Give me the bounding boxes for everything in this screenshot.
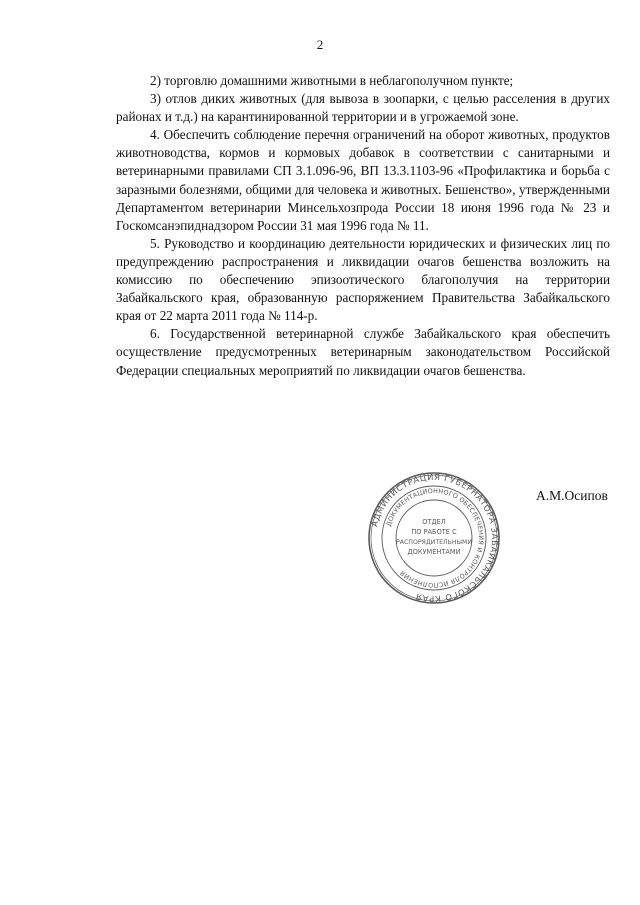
signature-block bbox=[366, 472, 616, 604]
stamp-outer-ring-text: АДМИНИСТРАЦИЯ ГУБЕРНАТОРА ЗАБАЙКАЛЬСКОГО КРАЯ bbox=[369, 472, 501, 604]
signer-name: А.М.Осипов bbox=[536, 488, 608, 503]
clause-6-vet-service: 6. Государственной ветеринарной службе Забайкальского края обеспечить осуществление предусмотренных ветеринарным законодательством Российской Федерации специальных мероприятий по ликвидации очагов бешенства. bbox=[116, 326, 610, 378]
svg-text:ОТДЕЛ: ОТДЕЛ bbox=[422, 518, 446, 526]
svg-text:РАСПОРЯДИТЕЛЬНЫМИ: РАСПОРЯДИТЕЛЬНЫМИ bbox=[396, 539, 472, 546]
official-stamp bbox=[366, 472, 502, 604]
list-item-trade: 2) торговлю домашними животными в неблагополучном пункте; bbox=[150, 73, 514, 88]
clause-4-restrictions: 4. Обеспечить соблюдение перечня ограничений на оборот животных, продуктов животноводства, кормов и кормовых добавок в соответствии с санитарными и ветеринарными правилами СП 3.1.096-96, ВП 13.3.1103-96 «Профилактика и борьба с заразными болезнями, общими для человека и животных. Бешенство», утвержденными Департаментом ветеринарии Минсельхозпрода России 18 июня 1996 года № 23 и Госкомсанэпиднадзором России 31 мая 1996 года № 11. bbox=[116, 127, 610, 233]
svg-text:ДОКУМЕНТАМИ: ДОКУМЕНТАМИ bbox=[407, 548, 461, 556]
stamp-inner-ring-text: ДОКУМЕНТАЦИОННОГО ОБЕСПЕЧЕНИЯ И КОНТРОЛЯ ИСПОЛНЕНИЯ bbox=[384, 486, 486, 590]
page-number: 2 bbox=[316, 37, 324, 52]
svg-text:ПО РАБОТЕ С: ПО РАБОТЕ С bbox=[411, 528, 457, 536]
clause-5-coordination: 5. Руководство и координацию деятельности юридических и физических лиц по предупреждению распространения и ликвидации очагов бешенства возложить на комиссию по обеспечению эпизоотического благополучия на территории Забайкальского края, образованную распоряжением Правительства Забайкальского края от 22 марта 2011 года № 114-р. bbox=[116, 235, 610, 324]
document-body bbox=[116, 72, 610, 380]
list-item-capture: 3) отлов диких животных (для вывоза в зоопарки, с целью расселения в других районах и т.д.) на карантинированной территории и в угрожаемой зоне. bbox=[116, 91, 610, 125]
